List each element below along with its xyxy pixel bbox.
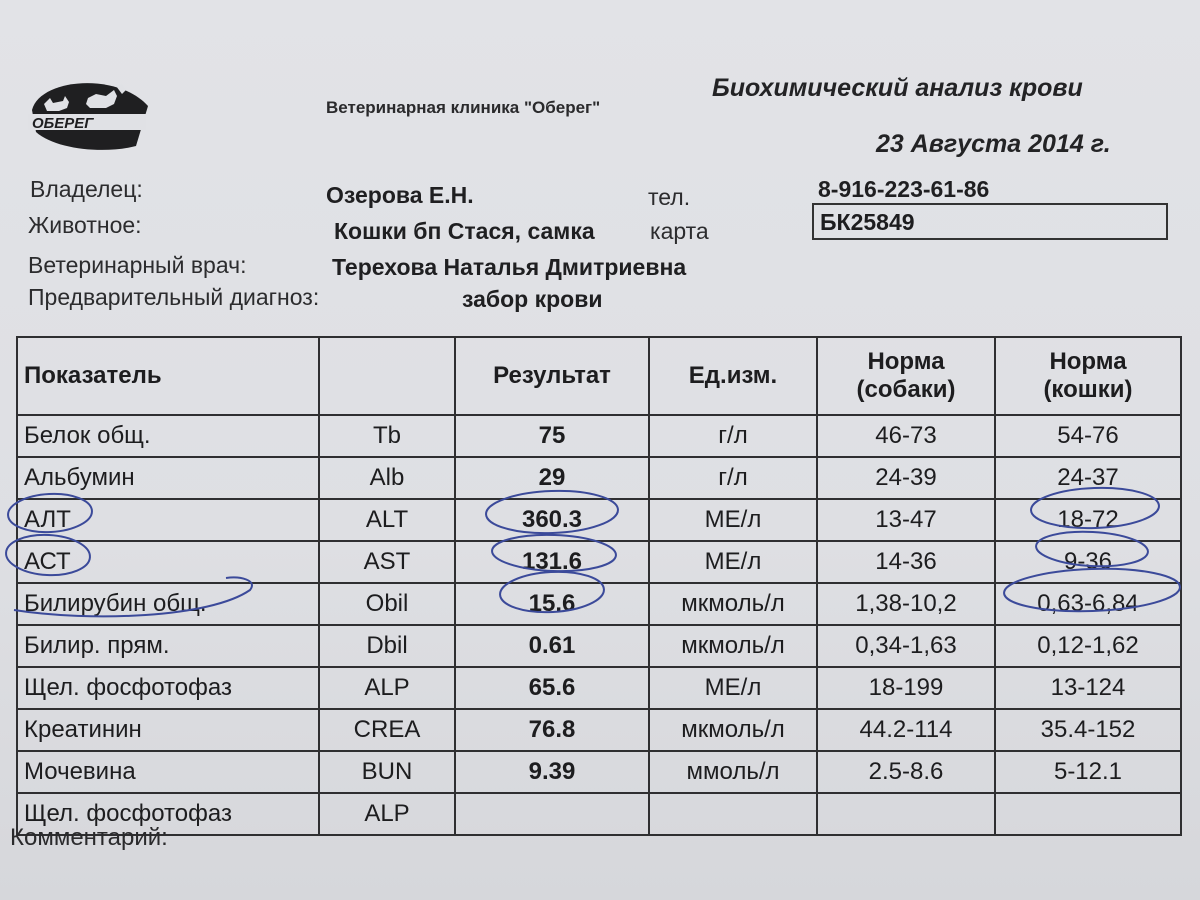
- row-norm-cats: 54-76: [995, 415, 1181, 457]
- clinic-logo-icon: [26, 76, 150, 152]
- row-norm-dogs: 46-73: [817, 415, 995, 457]
- header-norm-cats: [995, 337, 1181, 415]
- table-row: [17, 541, 1181, 583]
- vet-label: Ветеринарный врач:: [28, 252, 247, 278]
- table-row: [17, 499, 1181, 541]
- row-norm-dogs: 1,38-10,2: [817, 583, 995, 625]
- row-code: AST: [319, 541, 455, 583]
- row-name: Креатинин: [17, 709, 319, 751]
- row-code: Tb: [319, 415, 455, 457]
- table-row: [17, 457, 1181, 499]
- row-unit: мкмоль/л: [649, 709, 817, 751]
- row-code: ALP: [319, 667, 455, 709]
- row-name: Белок общ.: [17, 415, 319, 457]
- owner-value: Озерова Е.Н.: [326, 182, 474, 208]
- row-code: Alb: [319, 457, 455, 499]
- header-norm-cats-line1: Норма: [1049, 348, 1127, 375]
- row-norm-cats: 13-124: [995, 667, 1181, 709]
- row-norm-cats: 9-36: [995, 541, 1181, 583]
- owner-label: Владелец:: [30, 176, 143, 202]
- row-result: 15.6: [455, 583, 649, 625]
- row-name: Альбумин: [17, 457, 319, 499]
- results-table: [16, 336, 1182, 836]
- document-title: Биохимический анализ крови: [712, 74, 1083, 102]
- clinic-logo: [26, 76, 150, 152]
- row-unit: мкмоль/л: [649, 625, 817, 667]
- row-code: ALP: [319, 793, 455, 835]
- row-unit: МЕ/л: [649, 499, 817, 541]
- row-name: Билир. прям.: [17, 625, 319, 667]
- vet-value: Терехова Наталья Дмитриевна: [332, 254, 687, 280]
- row-name: Щел. фосфотофаз: [17, 667, 319, 709]
- table-row: [17, 793, 1181, 835]
- row-result: 131.6: [455, 541, 649, 583]
- row-norm-dogs: 14-36: [817, 541, 995, 583]
- comment-label: Комментарий:: [10, 824, 168, 851]
- row-result: 9.39: [455, 751, 649, 793]
- table-header-row: [17, 337, 1181, 415]
- row-norm-dogs: 2.5-8.6: [817, 751, 995, 793]
- animal-value: Кошки бп Стася, самка: [334, 218, 595, 244]
- header-param: Показатель: [17, 337, 319, 415]
- clinic-name: Ветеринарная клиника "Оберег": [326, 98, 601, 117]
- phone-label: тел.: [648, 184, 691, 210]
- header-unit: Ед.изм.: [649, 337, 817, 415]
- header-norm-cats-line2: (кошки): [1043, 376, 1133, 403]
- header-norm-dogs: [817, 337, 995, 415]
- row-code: BUN: [319, 751, 455, 793]
- row-norm-dogs: 44.2-114: [817, 709, 995, 751]
- row-code: Obil: [319, 583, 455, 625]
- table-row: [17, 583, 1181, 625]
- header-result: Результат: [455, 337, 649, 415]
- row-norm-dogs: [817, 793, 995, 835]
- row-norm-cats: 0,12-1,62: [995, 625, 1181, 667]
- row-result: 29: [455, 457, 649, 499]
- table-row: [17, 667, 1181, 709]
- row-norm-dogs: 24-39: [817, 457, 995, 499]
- row-result: 76.8: [455, 709, 649, 751]
- row-unit: г/л: [649, 415, 817, 457]
- row-norm-dogs: 13-47: [817, 499, 995, 541]
- table-row: [17, 751, 1181, 793]
- table-row: [17, 415, 1181, 457]
- diagnosis-label: Предварительный диагноз:: [28, 284, 320, 310]
- row-norm-cats: 0,63-6,84: [995, 583, 1181, 625]
- card-label: карта: [650, 218, 709, 244]
- phone-value: 8-916-223-61-86: [818, 176, 990, 202]
- row-result: 360.3: [455, 499, 649, 541]
- row-result: 75: [455, 415, 649, 457]
- header-code: [319, 337, 455, 415]
- row-result: [455, 793, 649, 835]
- row-unit: г/л: [649, 457, 817, 499]
- row-name: Билирубин общ.: [17, 583, 319, 625]
- card-box: [812, 203, 1168, 240]
- row-norm-cats: 18-72: [995, 499, 1181, 541]
- diagnosis-value: забор крови: [462, 286, 603, 312]
- card-value: БК25849: [820, 209, 915, 235]
- row-unit: ммоль/л: [649, 751, 817, 793]
- row-unit: [649, 793, 817, 835]
- row-norm-cats: 5-12.1: [995, 751, 1181, 793]
- table-row: [17, 709, 1181, 751]
- row-name: Мочевина: [17, 751, 319, 793]
- row-result: 0.61: [455, 625, 649, 667]
- row-norm-cats: 35.4-152: [995, 709, 1181, 751]
- table-row: [17, 625, 1181, 667]
- row-result: 65.6: [455, 667, 649, 709]
- row-name: АЛТ: [17, 499, 319, 541]
- row-norm-dogs: 18-199: [817, 667, 995, 709]
- header-norm-dogs-line2: (собаки): [856, 376, 956, 403]
- document-date: 23 Августа 2014 г.: [876, 130, 1111, 158]
- row-norm-dogs: 0,34-1,63: [817, 625, 995, 667]
- row-unit: МЕ/л: [649, 541, 817, 583]
- header-norm-dogs-line1: Норма: [867, 348, 945, 375]
- animal-label: Животное:: [28, 212, 142, 238]
- row-norm-cats: [995, 793, 1181, 835]
- row-unit: мкмоль/л: [649, 583, 817, 625]
- row-name: Щел. фосфотофаз: [17, 793, 319, 835]
- row-code: CREA: [319, 709, 455, 751]
- row-code: Dbil: [319, 625, 455, 667]
- row-unit: МЕ/л: [649, 667, 817, 709]
- row-norm-cats: 24-37: [995, 457, 1181, 499]
- logo-text: ОБЕРЕГ: [32, 115, 94, 132]
- row-name: АСТ: [17, 541, 319, 583]
- row-code: ALT: [319, 499, 455, 541]
